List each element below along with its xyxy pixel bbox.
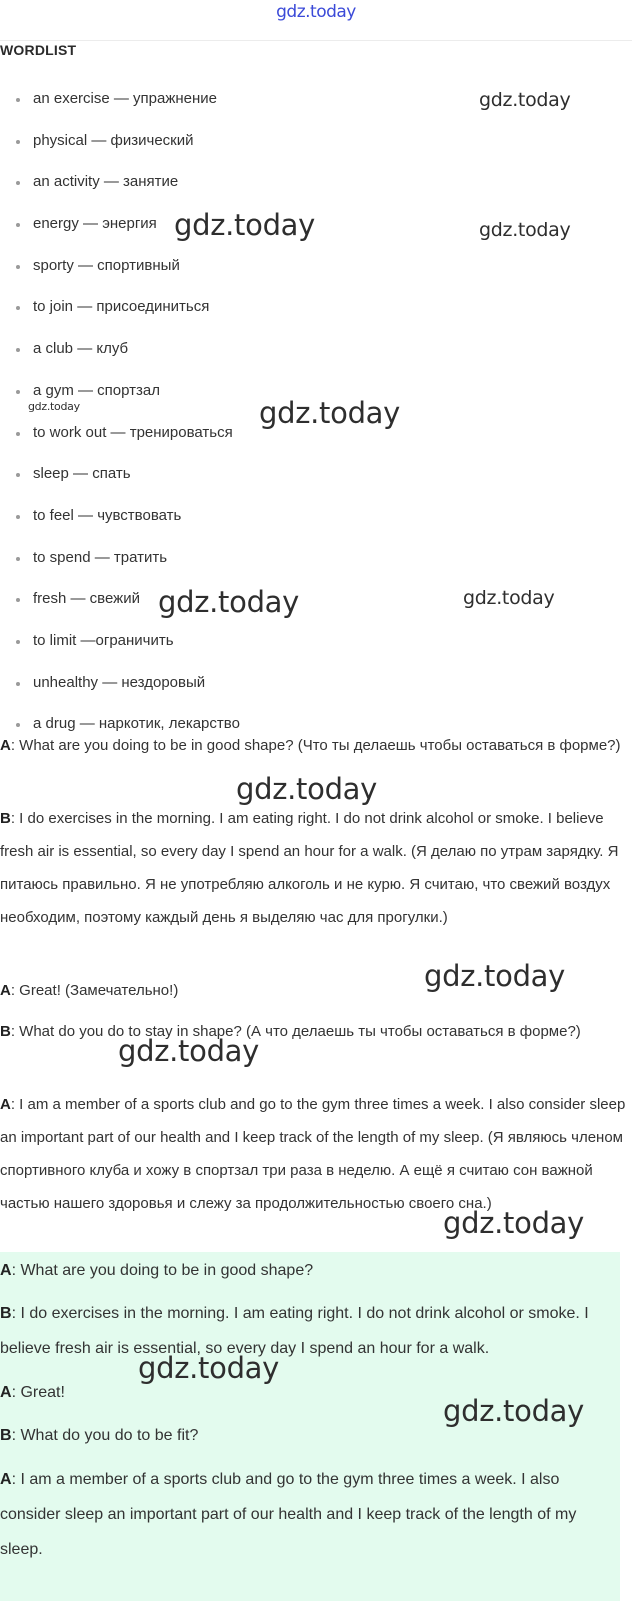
- list-item: to work out — тренироваться: [0, 423, 632, 465]
- bullet-icon: [16, 432, 20, 436]
- list-item: to spend — тратить: [0, 548, 632, 590]
- watermark: gdz.today: [424, 959, 566, 993]
- bullet-icon: [16, 682, 20, 686]
- dialogue-text: : Great! (Замечательно!): [10, 982, 179, 999]
- answer-line: [0, 1296, 620, 1366]
- list-item: to feel — чувствовать: [0, 506, 632, 548]
- answer-line: [0, 1462, 620, 1567]
- watermark: gdz.today: [443, 1394, 585, 1428]
- dialogue-line: [0, 802, 626, 934]
- list-item: energy — энергия: [0, 214, 632, 256]
- bullet-icon: [16, 306, 20, 310]
- watermark: gdz.today: [174, 208, 316, 242]
- bullet-icon: [16, 598, 20, 602]
- answer-text: : What do you do to be fit?: [11, 1427, 199, 1444]
- list-item: to limit —ограничить: [0, 631, 632, 673]
- dialogue-text: : I am a member of a sports club and go to the gym three times a week. I also consider sleep an important part of our health and I keep track of the length of my sleep. (Я являюсь членом спортивного клуба и хожу в спортзал три раза в неделю. А ещё я считаю сон важной частью нашего здоровья и слежу за продолжительностью своего сна.): [0, 1096, 626, 1212]
- speaker-label: B: [0, 1023, 11, 1040]
- speaker-label: B: [0, 1305, 12, 1322]
- speaker-label: A: [0, 1384, 12, 1401]
- list-item: unhealthy — нездоровый: [0, 673, 632, 715]
- watermark: gdz.today: [479, 219, 571, 241]
- list-item: a club — клуб: [0, 339, 632, 381]
- bullet-icon: [16, 640, 20, 644]
- site-logo[interactable]: gdz.today: [276, 2, 356, 22]
- bullet-icon: [16, 473, 20, 477]
- speaker-label: A: [0, 1471, 12, 1488]
- bullet-icon: [16, 390, 20, 394]
- watermark: gdz.today: [236, 772, 378, 806]
- dialogue-text: : I do exercises in the morning. I am eating right. I do not drink alcohol or smoke. I believe fresh air is essential, so every day I spend an hour for a walk. (Я делаю по утрам зарядку. Я питаюсь правильно. Я не употребляю алкоголь и не курю. Я считаю, что свежий воздух необходим, поэтому каждый день я выделяю час для прогулки.): [0, 810, 619, 926]
- speaker-label: B: [0, 1427, 12, 1444]
- bullet-icon: [16, 265, 20, 269]
- answer-line: [0, 1253, 620, 1288]
- bullet-icon: [16, 140, 20, 144]
- bullet-icon: [16, 557, 20, 561]
- list-item: fresh — свежий: [0, 589, 632, 631]
- answer-text: : What are you doing to be in good shape?: [11, 1262, 314, 1279]
- answer-text: : I do exercises in the morning. I am eating right. I do not drink alcohol or smoke. I believe fresh air is essential, so every day I spend an hour for a walk.: [0, 1305, 589, 1357]
- dialogue-text: : What are you doing to be in good shape? (Что ты делаешь чтобы оставаться в форме?): [10, 737, 621, 754]
- dialogue-line: [0, 1088, 626, 1220]
- answer-text: : Great!: [11, 1384, 65, 1401]
- top-bar: [0, 0, 632, 41]
- list-item: an exercise — упражнение: [0, 89, 632, 131]
- speaker-label: A: [0, 1262, 12, 1279]
- bullet-icon: [16, 723, 20, 727]
- list-item: sporty — спортивный: [0, 256, 632, 298]
- watermark: gdz.today: [443, 1206, 585, 1240]
- list-item: a drug — наркотик, лекарство: [0, 714, 632, 756]
- list-item: a gym — спортзал: [0, 381, 632, 423]
- watermark: gdz.today: [463, 587, 555, 609]
- speaker-label: B: [0, 810, 11, 827]
- speaker-label: A: [0, 737, 11, 754]
- dialogue-text: : What do you do to stay in shape? (А что делаешь ты чтобы оставаться в форме?): [10, 1023, 581, 1040]
- speaker-label: A: [0, 982, 11, 999]
- speaker-label: A: [0, 1096, 11, 1113]
- watermark: gdz.today: [479, 89, 571, 111]
- watermark: gdz.today: [138, 1351, 280, 1385]
- watermark: gdz.today: [259, 396, 401, 430]
- watermark: gdz.today: [28, 400, 80, 413]
- bullet-icon: [16, 515, 20, 519]
- bullet-icon: [16, 98, 20, 102]
- watermark: gdz.today: [158, 585, 300, 619]
- bullet-icon: [16, 348, 20, 352]
- wordlist-heading: WORDLIST: [0, 42, 77, 58]
- list-item: sleep — спать: [0, 464, 632, 506]
- dialogue-line: [0, 729, 626, 762]
- dialogue-line: [0, 1015, 626, 1048]
- watermark: gdz.today: [118, 1034, 260, 1068]
- list-item: to join — присоединиться: [0, 297, 632, 339]
- answer-text: : I am a member of a sports club and go to the gym three times a week. I also consider sleep an important part of our health and I keep track of the length of my sleep.: [0, 1471, 577, 1558]
- list-item: an activity — занятие: [0, 172, 632, 214]
- bullet-icon: [16, 223, 20, 227]
- bullet-icon: [16, 181, 20, 185]
- list-item: physical — физический: [0, 131, 632, 173]
